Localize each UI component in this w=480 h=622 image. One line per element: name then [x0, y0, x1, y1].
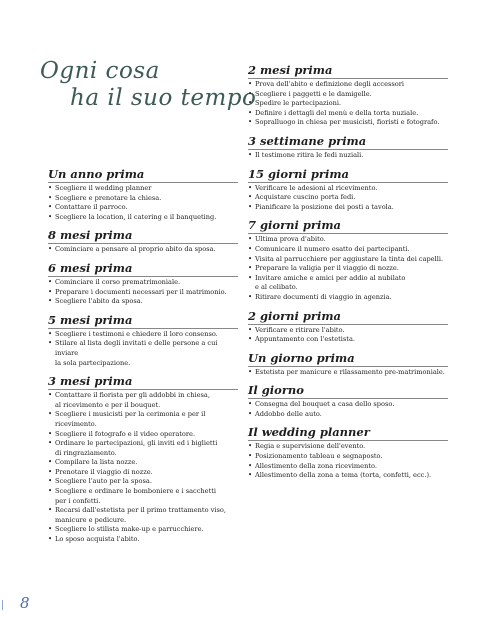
task-text: • Scegliere il fotografo e il video operatore.	[55, 429, 196, 438]
section-title: 8 mesi prima	[48, 229, 238, 244]
section-title: Un anno prima	[48, 168, 238, 183]
task-text: • Definire i dettagli del menù e della torta nuziale.	[255, 108, 419, 117]
task-item	[48, 245, 238, 255]
task-text: • Appuntamento con l'estetista.	[255, 335, 355, 344]
task-item	[48, 439, 238, 458]
task-text: • Scegliere e ordinare le bomboniere e i sacchetti	[55, 487, 216, 496]
task-text: al ricevimento e per il bouquet.	[55, 400, 161, 409]
task-list	[248, 400, 448, 419]
task-text: • Scegliere lo stilista make-up e parrucchiere.	[55, 525, 204, 534]
task-list	[248, 326, 448, 345]
task-list	[48, 278, 238, 307]
task-text: • Verificare e ritirare l'abito.	[255, 325, 345, 334]
task-text: • Prenotare il viaggio di nozze.	[55, 467, 153, 476]
task-text: • Regia e supervisione dell'evento.	[255, 442, 366, 451]
timeline-section	[248, 310, 448, 345]
task-item	[48, 288, 238, 298]
task-item	[248, 80, 448, 90]
task-item	[248, 462, 448, 472]
page-title	[40, 58, 256, 112]
timeline-section	[248, 426, 448, 480]
task-text: • Preparare i documenti necessari per il matrimonio.	[55, 287, 227, 296]
timeline-section	[48, 168, 238, 222]
title-line-1: Ogni cosa	[40, 58, 160, 84]
task-text: • Scegliere i testimoni e chiedere il loro consenso.	[55, 329, 218, 338]
task-text: • Sopralluogo in chiesa per musicisti, fioristi e fotografo.	[255, 118, 440, 127]
task-list	[48, 184, 238, 222]
task-item	[248, 368, 448, 378]
task-item	[48, 430, 238, 440]
task-item	[248, 264, 448, 274]
task-text: • Lo sposo acquista l'abito.	[55, 535, 140, 544]
task-list	[248, 184, 448, 213]
task-text: • Il testimone ritira le fedi nuziali.	[255, 150, 364, 159]
task-item	[48, 535, 238, 545]
task-text: • Compilare la lista nozze.	[55, 458, 138, 467]
task-item	[248, 326, 448, 336]
task-item	[48, 213, 238, 223]
task-text: la sola partecipazione.	[55, 358, 131, 367]
task-item	[248, 255, 448, 265]
section-title: 15 giorni prima	[248, 168, 448, 183]
timeline-section	[248, 168, 448, 213]
task-item	[248, 184, 448, 194]
task-text: manicure e pedicure.	[55, 515, 127, 524]
task-item	[48, 203, 238, 213]
task-text: • Estetista per manicure e rilassamento pre-matrimoniale.	[255, 367, 445, 376]
task-text: per i confetti.	[55, 496, 101, 505]
task-text: di ringraziamento.	[55, 448, 117, 457]
task-item	[248, 99, 448, 109]
task-text: e al celibato.	[255, 283, 298, 292]
task-text: • Consegna del bouquet a casa dello sposo.	[255, 400, 395, 409]
timeline-section	[248, 64, 448, 128]
task-text: • Allestimento della zona a tema (torta, confetti, ecc.).	[255, 471, 432, 480]
section-title: 2 giorni prima	[248, 310, 448, 325]
timeline-section	[48, 314, 238, 368]
task-item	[248, 274, 448, 293]
task-text: • Pianificare la posizione dei posti a tavola.	[255, 202, 394, 211]
task-item	[248, 109, 448, 119]
section-title: Un giorno prima	[248, 352, 448, 367]
task-item	[48, 468, 238, 478]
section-title: 3 settimane prima	[248, 135, 448, 150]
section-title: Il giorno	[248, 384, 448, 399]
task-item	[48, 410, 238, 429]
page-number: 8	[20, 594, 30, 612]
task-text: • Invitare amiche e amici per addio al nubilato	[255, 273, 406, 282]
section-title: 2 mesi prima	[248, 64, 448, 79]
task-item	[248, 151, 448, 161]
task-text: • Scegliere la location, il catering e il banqueting.	[55, 212, 217, 221]
timeline-section	[248, 219, 448, 302]
timeline-section	[48, 375, 238, 545]
task-text: • Contattare il fiorista per gli addobbi in chiesa,	[55, 391, 210, 400]
task-text: • Scegliere i paggetti e le damigelle.	[255, 89, 372, 98]
task-text: • Scegliere e prenotare la chiesa.	[55, 193, 162, 202]
task-text: • Preparare la valigia per il viaggio di nozze.	[255, 264, 399, 273]
task-item	[248, 118, 448, 128]
task-item	[248, 203, 448, 213]
section-title: 7 giorni prima	[248, 219, 448, 234]
task-item	[248, 335, 448, 345]
task-text: • Ordinare le partecipazioni, gli inviti ed i biglietti	[55, 439, 218, 448]
task-item	[48, 278, 238, 288]
task-text: • Comunicare il numero esatto dei partecipanti.	[255, 244, 410, 253]
task-list	[248, 442, 448, 480]
task-text: • Ritirare documenti di viaggio in agenzia.	[255, 292, 392, 301]
task-list	[248, 368, 448, 378]
task-item	[248, 400, 448, 410]
timeline-section	[248, 352, 448, 378]
task-item	[48, 487, 238, 506]
page-edge-mark	[2, 600, 3, 610]
timeline-section	[48, 229, 238, 255]
section-title: 6 mesi prima	[48, 262, 238, 277]
task-list	[48, 245, 238, 255]
task-text: • Posizionamento tableau e segnaposto.	[255, 452, 383, 461]
task-item	[248, 193, 448, 203]
task-text: • Cominciare a pensare al proprio abito da sposa.	[55, 245, 216, 254]
task-text: • Prova dell'abito e definizione degli accessori	[255, 80, 404, 88]
task-list	[48, 391, 238, 545]
task-text: • Spedire le partecipazioni.	[255, 99, 342, 108]
task-item	[48, 339, 238, 368]
task-text: • Stilare al lista degli invitati e delle persone a cui inviare	[55, 339, 218, 357]
task-item	[248, 442, 448, 452]
task-list	[248, 151, 448, 161]
task-list	[248, 235, 448, 302]
task-list	[248, 80, 448, 128]
task-item	[48, 458, 238, 468]
task-text: • Scegliere i musicisti per la cerimonia e per il ricevimento.	[55, 410, 206, 428]
task-text: • Acquistare cuscino porta fedi.	[255, 193, 356, 202]
task-text: • Verificare le adesioni al ricevimento.	[255, 183, 378, 192]
task-item	[48, 391, 238, 410]
section-title: 5 mesi prima	[48, 314, 238, 329]
left-column	[48, 168, 238, 552]
task-item	[48, 297, 238, 307]
task-item	[48, 477, 238, 487]
timeline-section	[248, 135, 448, 161]
task-text: • Scegliere l'auto per la sposa.	[55, 477, 152, 486]
task-item	[248, 90, 448, 100]
task-item	[248, 452, 448, 462]
task-text: • Recarsi dall'estetista per il primo trattamento viso,	[55, 506, 226, 515]
task-text: • Scegliere l'abito da sposa.	[55, 297, 143, 306]
task-item	[48, 525, 238, 535]
task-item	[48, 506, 238, 525]
task-text: • Visita al parrucchiere per aggiustare la tinta dei capelli.	[255, 254, 444, 263]
task-item	[248, 235, 448, 245]
right-column	[248, 64, 448, 488]
timeline-section	[248, 384, 448, 419]
section-title: 3 mesi prima	[48, 375, 238, 390]
task-item	[248, 293, 448, 303]
task-text: • Addobbo delle auto.	[255, 409, 322, 418]
task-item	[48, 330, 238, 340]
task-item	[248, 410, 448, 420]
task-item	[48, 194, 238, 204]
task-item	[248, 471, 448, 481]
task-item	[48, 184, 238, 194]
task-text: • Allestimento della zona ricevimento.	[255, 461, 377, 470]
task-text: • Contattare il parroco.	[55, 203, 128, 212]
title-line-2: ha il suo tempo	[70, 85, 257, 111]
task-list	[48, 330, 238, 368]
task-item	[248, 245, 448, 255]
task-text: • Cominciare il corso prematrimoniale.	[55, 277, 181, 286]
task-text: • Ultima prova d'abito.	[255, 235, 326, 244]
task-text: • Scegliere il wedding planner	[55, 184, 152, 192]
timeline-section	[48, 262, 238, 307]
section-title: Il wedding planner	[248, 426, 448, 441]
